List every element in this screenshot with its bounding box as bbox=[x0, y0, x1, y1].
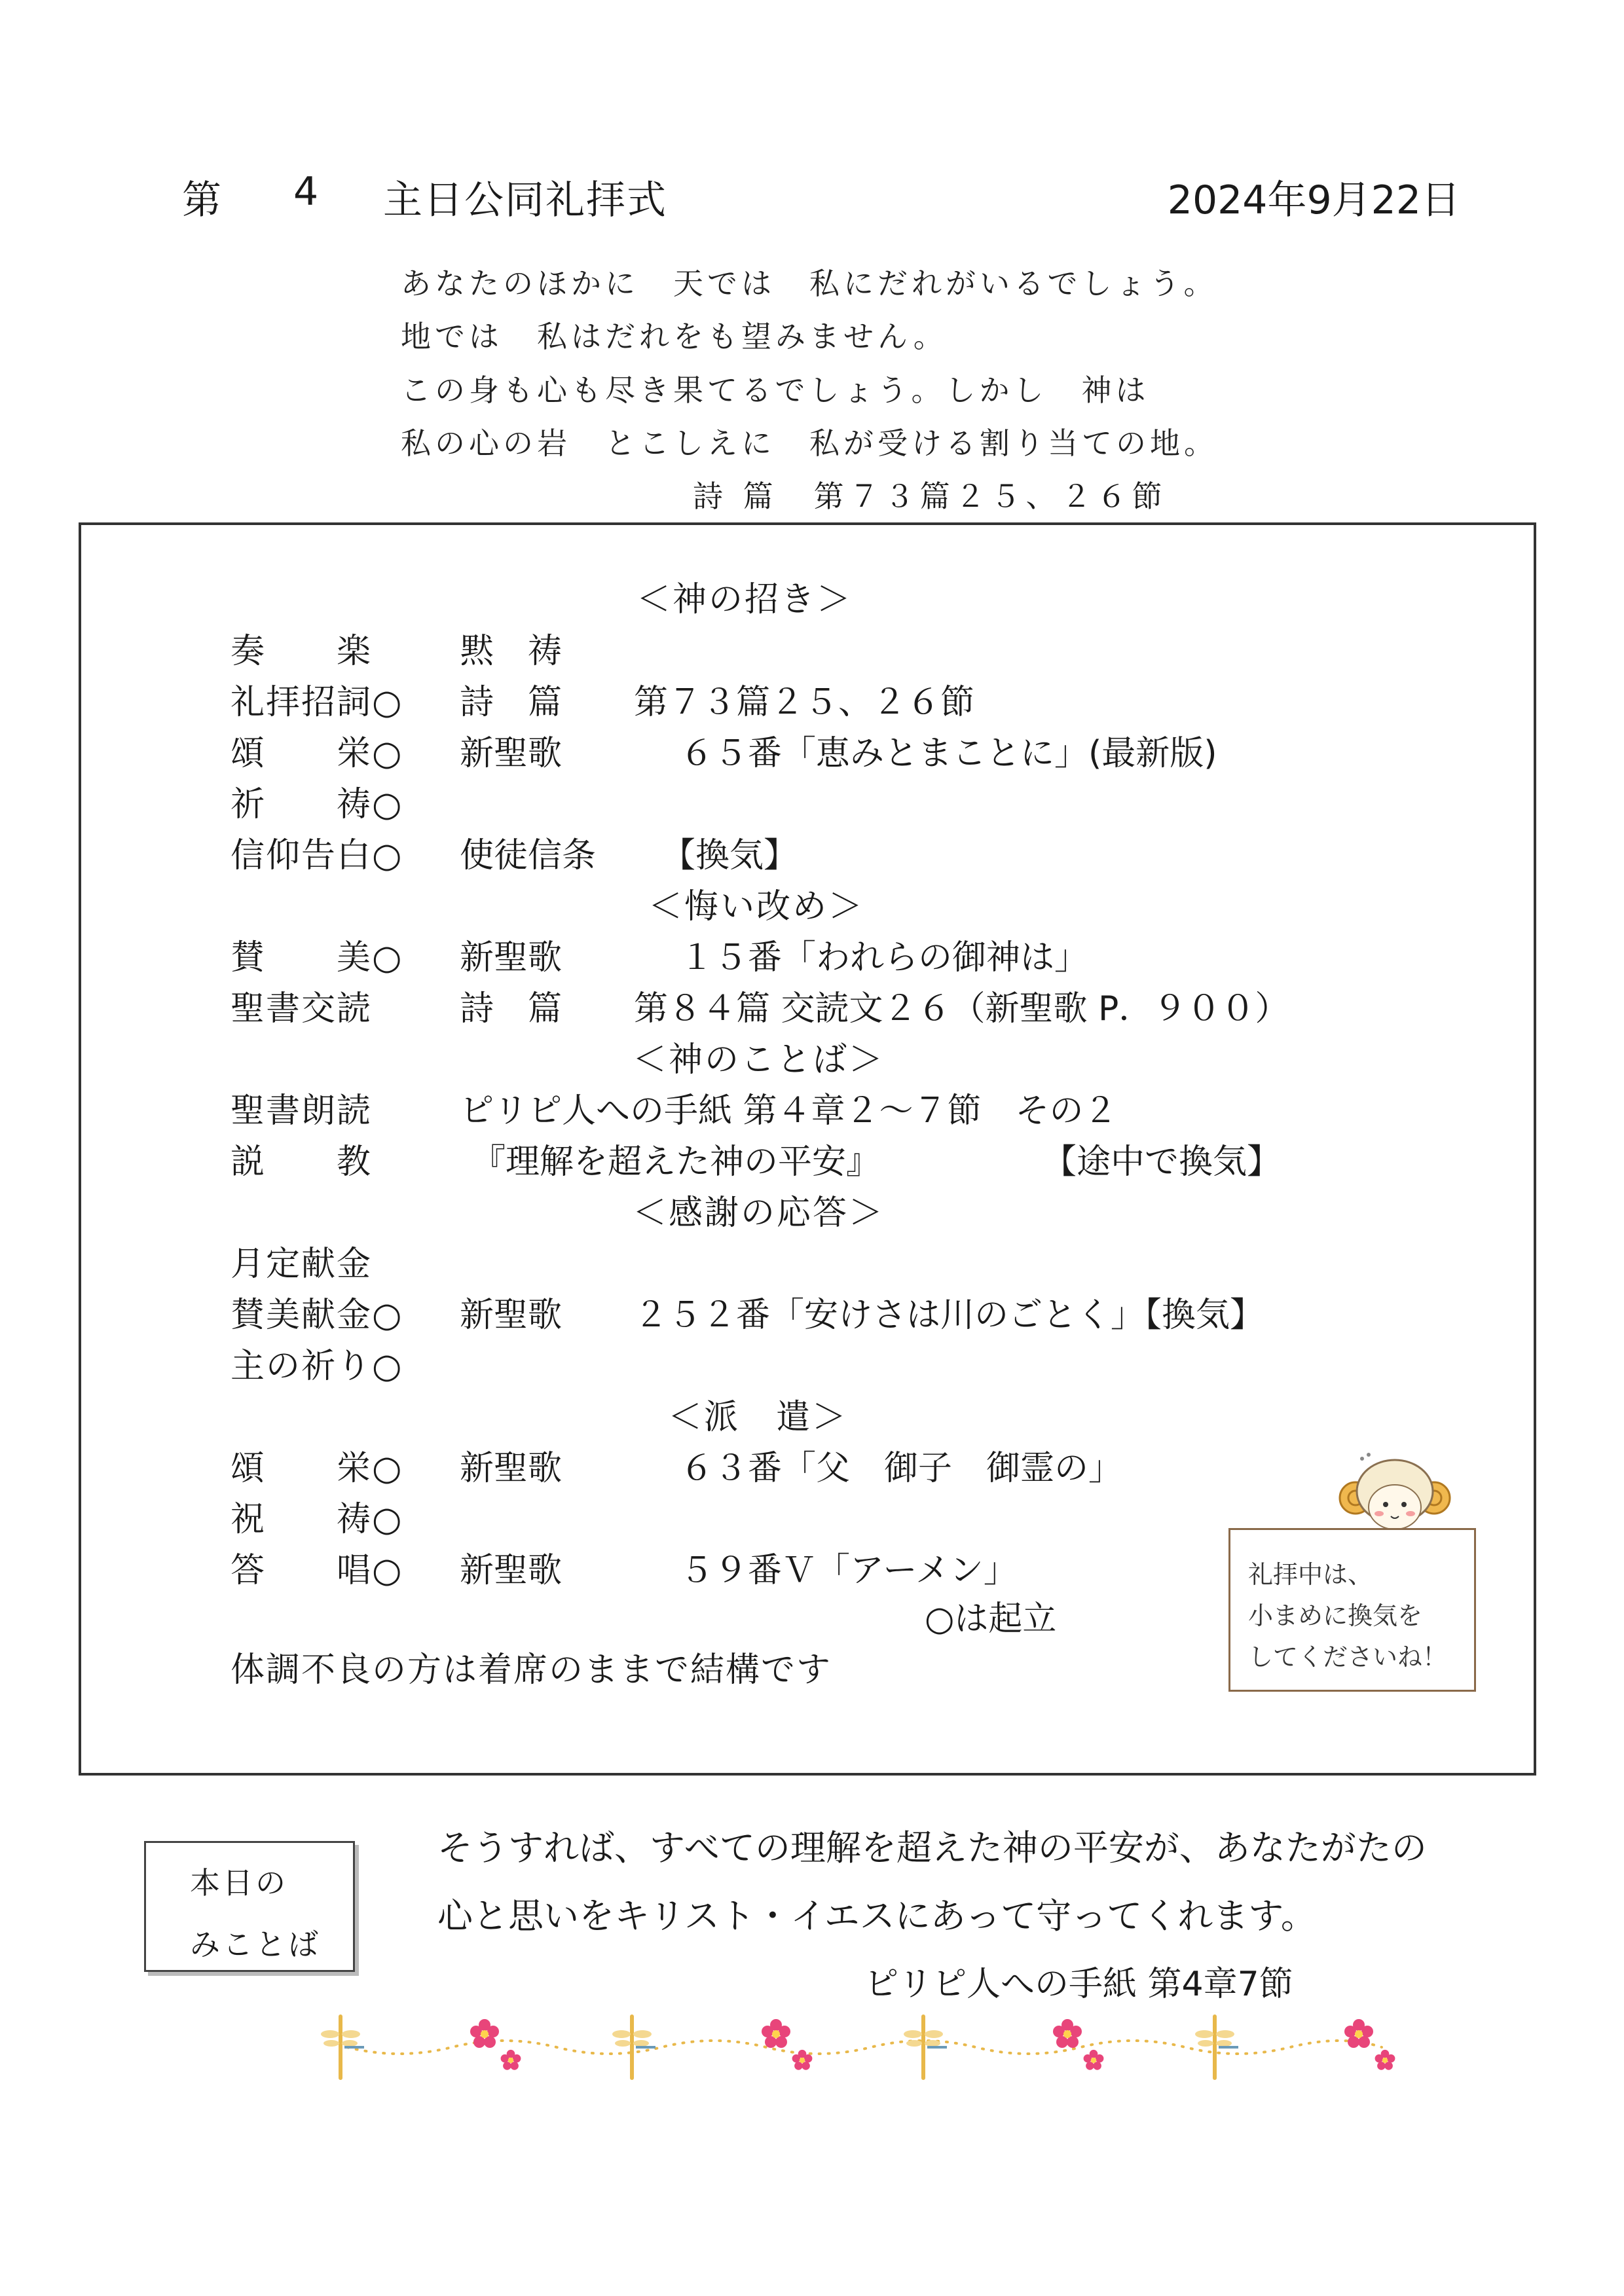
program-detail: 新聖歌 bbox=[460, 938, 563, 977]
standing-note: ○は起立 bbox=[925, 1599, 1057, 1639]
opening-verse-line: この身も心も尽き果てるでしょう。しかし 神は bbox=[401, 373, 1150, 408]
program-reference: 第８４篇 交読文２６（新聖歌 P．９００） bbox=[634, 989, 1289, 1029]
word-of-day-label: みことば bbox=[190, 1927, 321, 1962]
dragonfly-icon bbox=[904, 2014, 947, 2080]
opening-verse-line: 私の心の岩 とこしえに 私が受ける割り当ての地。 bbox=[401, 426, 1218, 461]
section-heading: ＜派 遣＞ bbox=[668, 1398, 849, 1437]
flower-icon bbox=[1344, 2019, 1373, 2048]
program-reference: 第７３篇２５、２６節 bbox=[634, 683, 975, 722]
program-item: 頌 栄○ bbox=[231, 1449, 403, 1488]
program-item: 聖書朗読 bbox=[231, 1091, 373, 1131]
service-date: 2024年9月22日 bbox=[1167, 177, 1460, 223]
program-detail: 新聖歌 bbox=[460, 1296, 563, 1335]
flower-icon bbox=[762, 2019, 790, 2048]
program-detail: ピリピ人への手紙 第４章２～７節 その２ bbox=[460, 1091, 1118, 1131]
section-heading: ＜悔い改め＞ bbox=[648, 887, 865, 926]
opening-verse-line: あなたのほかに 天では 私にだれがいるでしょう。 bbox=[401, 266, 1218, 301]
sheep-icon bbox=[1336, 1451, 1454, 1536]
program-item: 説 教 bbox=[231, 1142, 373, 1182]
flower-icon bbox=[1053, 2019, 1082, 2048]
service-number: 4 bbox=[293, 169, 319, 215]
word-of-day-verse-line: そうすれば、すべての理解を超えた神の平安が、あなたがたの bbox=[437, 1827, 1427, 1868]
service-number-prefix: 第 bbox=[182, 177, 221, 223]
program-item: 祝 祷○ bbox=[231, 1500, 403, 1539]
ventilation-note-line: してくださいね！ bbox=[1248, 1643, 1448, 1671]
program-item: 賛 美○ bbox=[231, 938, 403, 977]
word-of-day-verse-line: 心と思いをキリスト・イエスにあって守ってくれます。 bbox=[437, 1895, 1316, 1937]
page-title: 主日公同礼拝式 bbox=[383, 177, 667, 223]
dragonfly-icon bbox=[1195, 2014, 1238, 2080]
program-detail: 使徒信条 bbox=[460, 836, 597, 875]
dragonfly-icon bbox=[321, 2014, 364, 2080]
program-reference: ６５番「恵みとまことに」(最新版) bbox=[680, 734, 1217, 773]
program-item: 祈 祷○ bbox=[231, 785, 403, 824]
program-reference: ２５２番「安けさは川のごとく」【換気】 bbox=[634, 1296, 1264, 1335]
program-item: 礼拝招詞○ bbox=[231, 683, 403, 722]
ventilation-note-line: 小まめに換気を bbox=[1248, 1601, 1423, 1630]
program-item: 主の祈り○ bbox=[231, 1347, 403, 1386]
program-detail: 詩 篇 bbox=[460, 683, 563, 722]
program-item: 月定献金 bbox=[231, 1245, 373, 1284]
ventilation-note-line: 礼拝中は、 bbox=[1248, 1560, 1373, 1589]
flower-icon bbox=[470, 2019, 499, 2048]
flower-icon bbox=[1375, 2050, 1395, 2070]
program-reference: １５番「われらの御神は」 bbox=[680, 938, 1089, 977]
program-reference: ５９番Ｖ「アーメン」 bbox=[680, 1551, 1018, 1590]
program-item: 賛美献金○ bbox=[231, 1296, 403, 1335]
program-detail: 新聖歌 bbox=[460, 734, 563, 773]
decorative-border bbox=[321, 2011, 1408, 2083]
program-item: 聖書交読 bbox=[231, 989, 373, 1029]
section-heading: ＜神の招き＞ bbox=[637, 580, 853, 619]
program-detail: 黙 祷 bbox=[460, 632, 563, 671]
dragonfly-icon bbox=[612, 2014, 655, 2080]
sermon-title: 『理解を超えた神の平安』 bbox=[471, 1142, 881, 1182]
opening-verse-line: 地では 私はだれをも望みません。 bbox=[401, 319, 948, 354]
program-item: 頌 栄○ bbox=[231, 734, 403, 773]
word-of-day-reference: ピリピ人への手紙 第4章7節 bbox=[864, 1965, 1293, 2004]
program-item: 答 唱○ bbox=[231, 1551, 403, 1590]
program-reference: ６３番「父 御子 御霊の」 bbox=[680, 1449, 1123, 1488]
word-of-day-label: 本日の bbox=[190, 1865, 288, 1901]
opening-verse-reference: 詩 篇 第７３篇２５、２６節 bbox=[693, 479, 1168, 514]
program-item: 信仰告白○ bbox=[231, 836, 403, 875]
flower-icon bbox=[1084, 2050, 1104, 2070]
program-detail: 新聖歌 bbox=[460, 1551, 563, 1590]
section-heading: ＜神のことば＞ bbox=[633, 1040, 885, 1080]
program-detail: 新聖歌 bbox=[460, 1449, 563, 1488]
program-reference: 【換気】 bbox=[661, 836, 798, 875]
program-item: 奏 楽 bbox=[231, 632, 373, 671]
section-heading: ＜感謝の応答＞ bbox=[633, 1194, 885, 1233]
program-reference: 【途中で換気】 bbox=[1043, 1142, 1282, 1182]
program-detail: 詩 篇 bbox=[460, 989, 563, 1029]
health-note: 体調不良の方は着席のままで結構です bbox=[231, 1650, 832, 1690]
flower-icon bbox=[501, 2050, 521, 2070]
